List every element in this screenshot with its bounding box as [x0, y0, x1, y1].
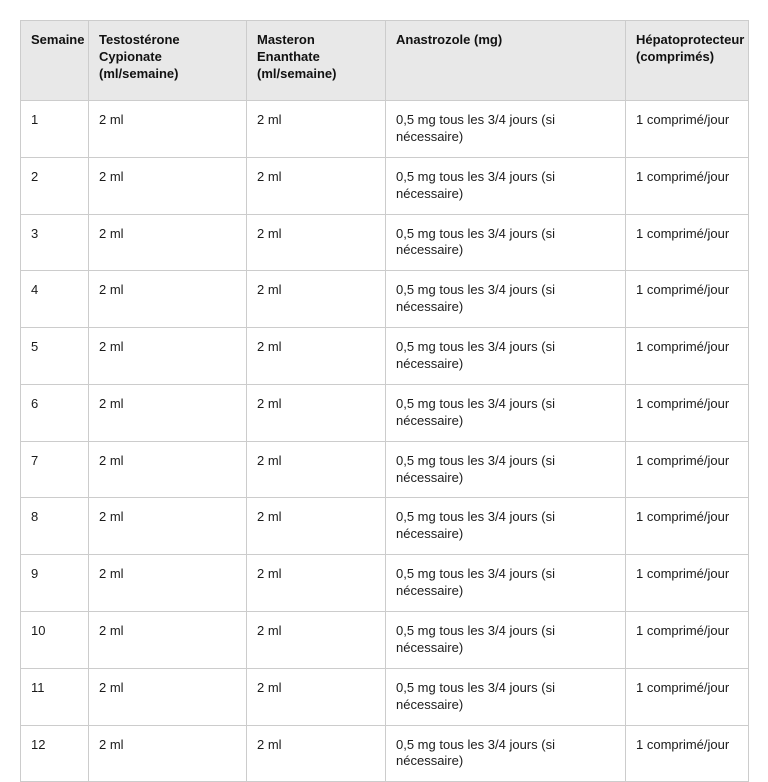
table-cell: 0,5 mg tous les 3/4 jours (si nécessaire) [386, 555, 626, 612]
table-cell: 2 ml [247, 157, 386, 214]
table-cell: 0,5 mg tous les 3/4 jours (si nécessaire) [386, 271, 626, 328]
table-cell: 0,5 mg tous les 3/4 jours (si nécessaire) [386, 101, 626, 158]
column-header: Anastrozole (mg) [386, 21, 626, 101]
table-cell: 2 ml [247, 271, 386, 328]
table-cell: 12 [21, 725, 89, 782]
table-cell: 2 ml [89, 668, 247, 725]
table-body [21, 101, 749, 782]
table-row [21, 157, 749, 214]
table-cell: 1 comprimé/jour [626, 101, 749, 158]
table-cell: 0,5 mg tous les 3/4 jours (si nécessaire) [386, 441, 626, 498]
table-cell: 2 ml [89, 214, 247, 271]
table-cell: 0,5 mg tous les 3/4 jours (si nécessaire) [386, 384, 626, 441]
table-cell: 0,5 mg tous les 3/4 jours (si nécessaire) [386, 214, 626, 271]
table-cell: 8 [21, 498, 89, 555]
table-row [21, 384, 749, 441]
table-cell: 0,5 mg tous les 3/4 jours (si nécessaire) [386, 328, 626, 385]
header-row [21, 21, 749, 101]
table-cell: 5 [21, 328, 89, 385]
table-cell: 1 [21, 101, 89, 158]
table-row [21, 441, 749, 498]
cycle-schedule-table [20, 20, 749, 782]
table-cell: 2 ml [247, 498, 386, 555]
table-cell: 1 comprimé/jour [626, 157, 749, 214]
table-cell: 11 [21, 668, 89, 725]
table-cell: 1 comprimé/jour [626, 441, 749, 498]
table-row [21, 328, 749, 385]
table-cell: 7 [21, 441, 89, 498]
table-row [21, 271, 749, 328]
table-cell: 2 ml [247, 612, 386, 669]
table-cell: 2 ml [247, 668, 386, 725]
table-cell: 0,5 mg tous les 3/4 jours (si nécessaire) [386, 668, 626, 725]
column-header: Testostérone Cypionate (ml/semaine) [89, 21, 247, 101]
table-cell: 1 comprimé/jour [626, 271, 749, 328]
table-cell: 2 ml [89, 725, 247, 782]
table-row [21, 214, 749, 271]
table-cell: 2 ml [247, 384, 386, 441]
table-cell: 0,5 mg tous les 3/4 jours (si nécessaire) [386, 612, 626, 669]
table-cell: 2 ml [89, 157, 247, 214]
table-cell: 2 ml [89, 328, 247, 385]
table-cell: 2 ml [247, 441, 386, 498]
table-cell: 1 comprimé/jour [626, 725, 749, 782]
column-header: Semaine [21, 21, 89, 101]
table-cell: 2 ml [247, 101, 386, 158]
table-cell: 2 [21, 157, 89, 214]
table-row [21, 725, 749, 782]
table-cell: 1 comprimé/jour [626, 214, 749, 271]
table-row [21, 101, 749, 158]
table-cell: 2 ml [89, 612, 247, 669]
table-cell: 2 ml [89, 441, 247, 498]
table-cell: 2 ml [247, 555, 386, 612]
table-cell: 0,5 mg tous les 3/4 jours (si nécessaire) [386, 725, 626, 782]
table-cell: 6 [21, 384, 89, 441]
table-cell: 9 [21, 555, 89, 612]
table-cell: 1 comprimé/jour [626, 498, 749, 555]
table-cell: 0,5 mg tous les 3/4 jours (si nécessaire) [386, 498, 626, 555]
table-cell: 2 ml [89, 555, 247, 612]
table-cell: 3 [21, 214, 89, 271]
table-cell: 1 comprimé/jour [626, 668, 749, 725]
column-header: Hépatoprotecteur (comprimés) [626, 21, 749, 101]
table-cell: 2 ml [247, 725, 386, 782]
table-cell: 2 ml [89, 101, 247, 158]
table-cell: 1 comprimé/jour [626, 555, 749, 612]
table-row [21, 612, 749, 669]
table-cell: 2 ml [89, 384, 247, 441]
table-cell: 10 [21, 612, 89, 669]
table-cell: 1 comprimé/jour [626, 384, 749, 441]
table-cell: 2 ml [247, 214, 386, 271]
table-cell: 2 ml [89, 271, 247, 328]
table-cell: 2 ml [247, 328, 386, 385]
table-row [21, 555, 749, 612]
column-header: Masteron Enanthate (ml/semaine) [247, 21, 386, 101]
table-cell: 2 ml [89, 498, 247, 555]
table-row [21, 498, 749, 555]
table-cell: 4 [21, 271, 89, 328]
table-cell: 1 comprimé/jour [626, 328, 749, 385]
table-row [21, 668, 749, 725]
table-cell: 1 comprimé/jour [626, 612, 749, 669]
table-cell: 0,5 mg tous les 3/4 jours (si nécessaire) [386, 157, 626, 214]
